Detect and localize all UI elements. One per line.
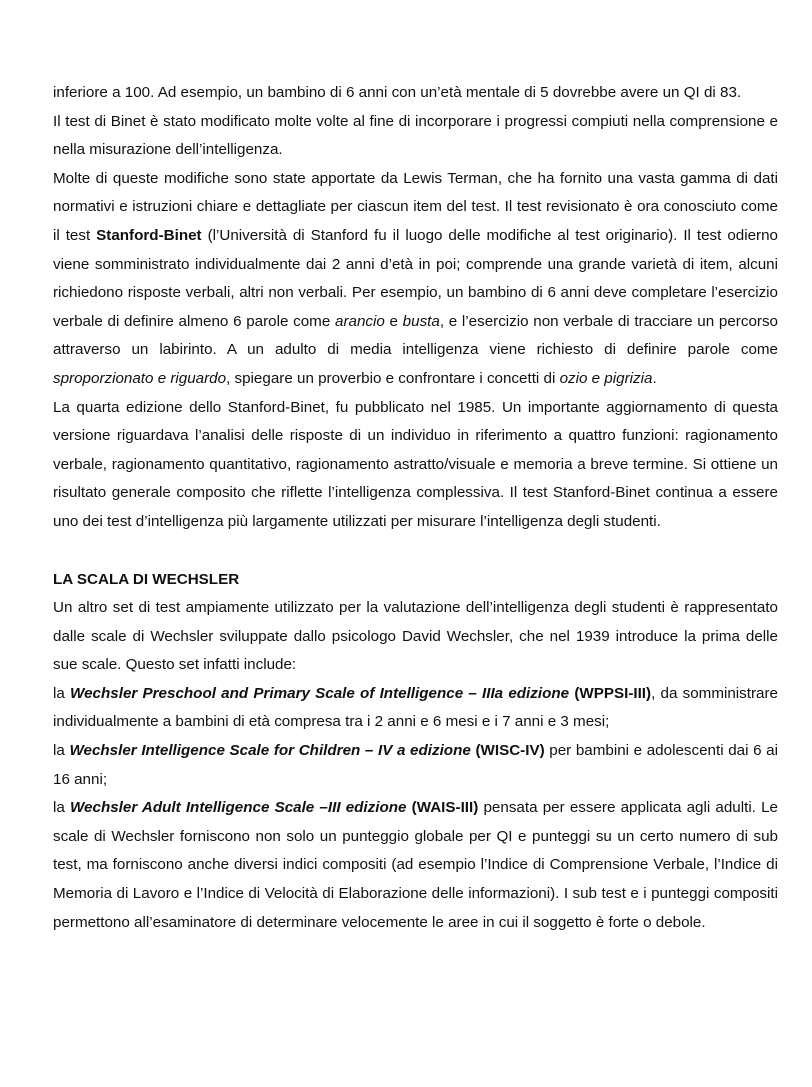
title-wppsi: Wechsler Preschool and Primary Scale of Intelligence – IIIa edizione	[70, 684, 570, 702]
title-wais: Wechsler Adult Intelligence Scale –III edizione	[70, 799, 407, 817]
paragraph-wppsi: la Wechsler Preschool and Primary Scale of Intelligence – IIIa edizione (WPPSI-III), da somministrare individualmente a bambini di età compresa tra i 2 anni e 6 mesi e i 7 anni e 3 mesi;	[53, 684, 778, 731]
section-gap	[53, 537, 778, 566]
words-ozio-pigrizia: ozio e pigrizia	[559, 369, 653, 387]
paragraph-binet-modified: Il test di Binet è stato modificato molte volte al fine di incorporare i progressi compiuti nella comprensione e nella misurazione dell’intelligenza.	[53, 112, 778, 159]
acronym-wppsi: (WPPSI-III)	[574, 684, 652, 702]
paragraph-wechsler-intro: Un altro set di test ampiamente utilizzato per la valutazione dell’intelligenza degli studenti è rappresentato dalle scale di Wechsler sviluppate dallo psicologo David Wechsler, che nel 1939 introduce la prima delle sue scale. Questo set infatti include:	[53, 599, 778, 674]
paragraph-iq-example: inferiore a 100. Ad esempio, un bambino di 6 anni con un’età mentale di 5 dovrebbe avere un QI di 83.	[53, 84, 742, 101]
paragraph-wais: la Wechsler Adult Intelligence Scale –III edizione (WAIS-III) pensata per essere applicata agli adulti. Le scale di Wechsler forniscono non solo un punteggio globale per QI e punteggi su un certo numero di sub test, ma forniscono anche diversi indici compositi (ad esempio l’Indice di Comprensione Verbale, l’Indice di Memoria di Lavoro e l’Indice di Velocità di Elaborazione delle informazioni). I sub test e i punteggi compositi permettono all’esaminatore di determinare velocemente le aree in cui il soggetto è forte o debole.	[53, 799, 778, 931]
word-arancio: arancio	[335, 312, 385, 330]
word-busta: busta	[402, 312, 440, 330]
words-sproporzionato-riguardo: sproporzionato e riguardo	[53, 369, 227, 387]
acronym-wisc: (WISC-IV)	[475, 742, 545, 760]
paragraph-terman-stanford-binet: Molte di queste modifiche sono state apportate da Lewis Terman, che ha fornito una vasta gamma di dati normativi e istruzioni chiare e dettagliate per ciascun item del test. Il test revisionato è ora conosciuto come il test Stanford-Binet (l’Università di Stanford fu il luogo delle modifiche al test originario). Il test odierno viene somministrato individualmente dai 2 anni d’età in poi; comprende una grande varietà di item, alcuni richiedono risposte verbali, altri non verbali. Per esempio, un bambino di 6 anni deve completare l’esercizio verbale di definire almeno 6 parole come arancio e busta, e l’esercizio non verbale di tracciare un percorso attraverso un labirinto. A un adulto di media intelligenza viene richiesto di definire parole come sproporzionato e riguardo, spiegare un proverbio e confrontare i concetti di ozio e pigrizia.	[53, 169, 778, 387]
term-stanford-binet: Stanford-Binet	[96, 226, 202, 244]
body-text	[53, 79, 778, 937]
paragraph-fourth-edition: La quarta edizione dello Stanford-Binet, fu pubblicato nel 1985. Un importante aggiornamento di questa versione riguardava l’analisi delle risposte di un individuo in riferimento a quattro funzioni: ragionamento verbale, ragionamento quantitativo, ragionamento astratto/visuale e memoria a breve termine. Si ottiene un risultato generale composito che riflette l’intelligenza complessiva. Il test Stanford-Binet continua a essere uno dei test d’intelligenza più largamente utilizzati per misurare l’intelligenza degli studenti.	[53, 398, 778, 530]
section-heading-wechsler: LA SCALA DI WECHSLER	[53, 570, 240, 588]
paragraph-wisc: la Wechsler Intelligence Scale for Children – IV a edizione (WISC-IV) per bambini e adolescenti dai 6 ai 16 anni;	[53, 742, 778, 788]
acronym-wais: (WAIS-III)	[411, 799, 479, 817]
title-wisc: Wechsler Intelligence Scale for Children – IV a edizione	[69, 742, 471, 760]
